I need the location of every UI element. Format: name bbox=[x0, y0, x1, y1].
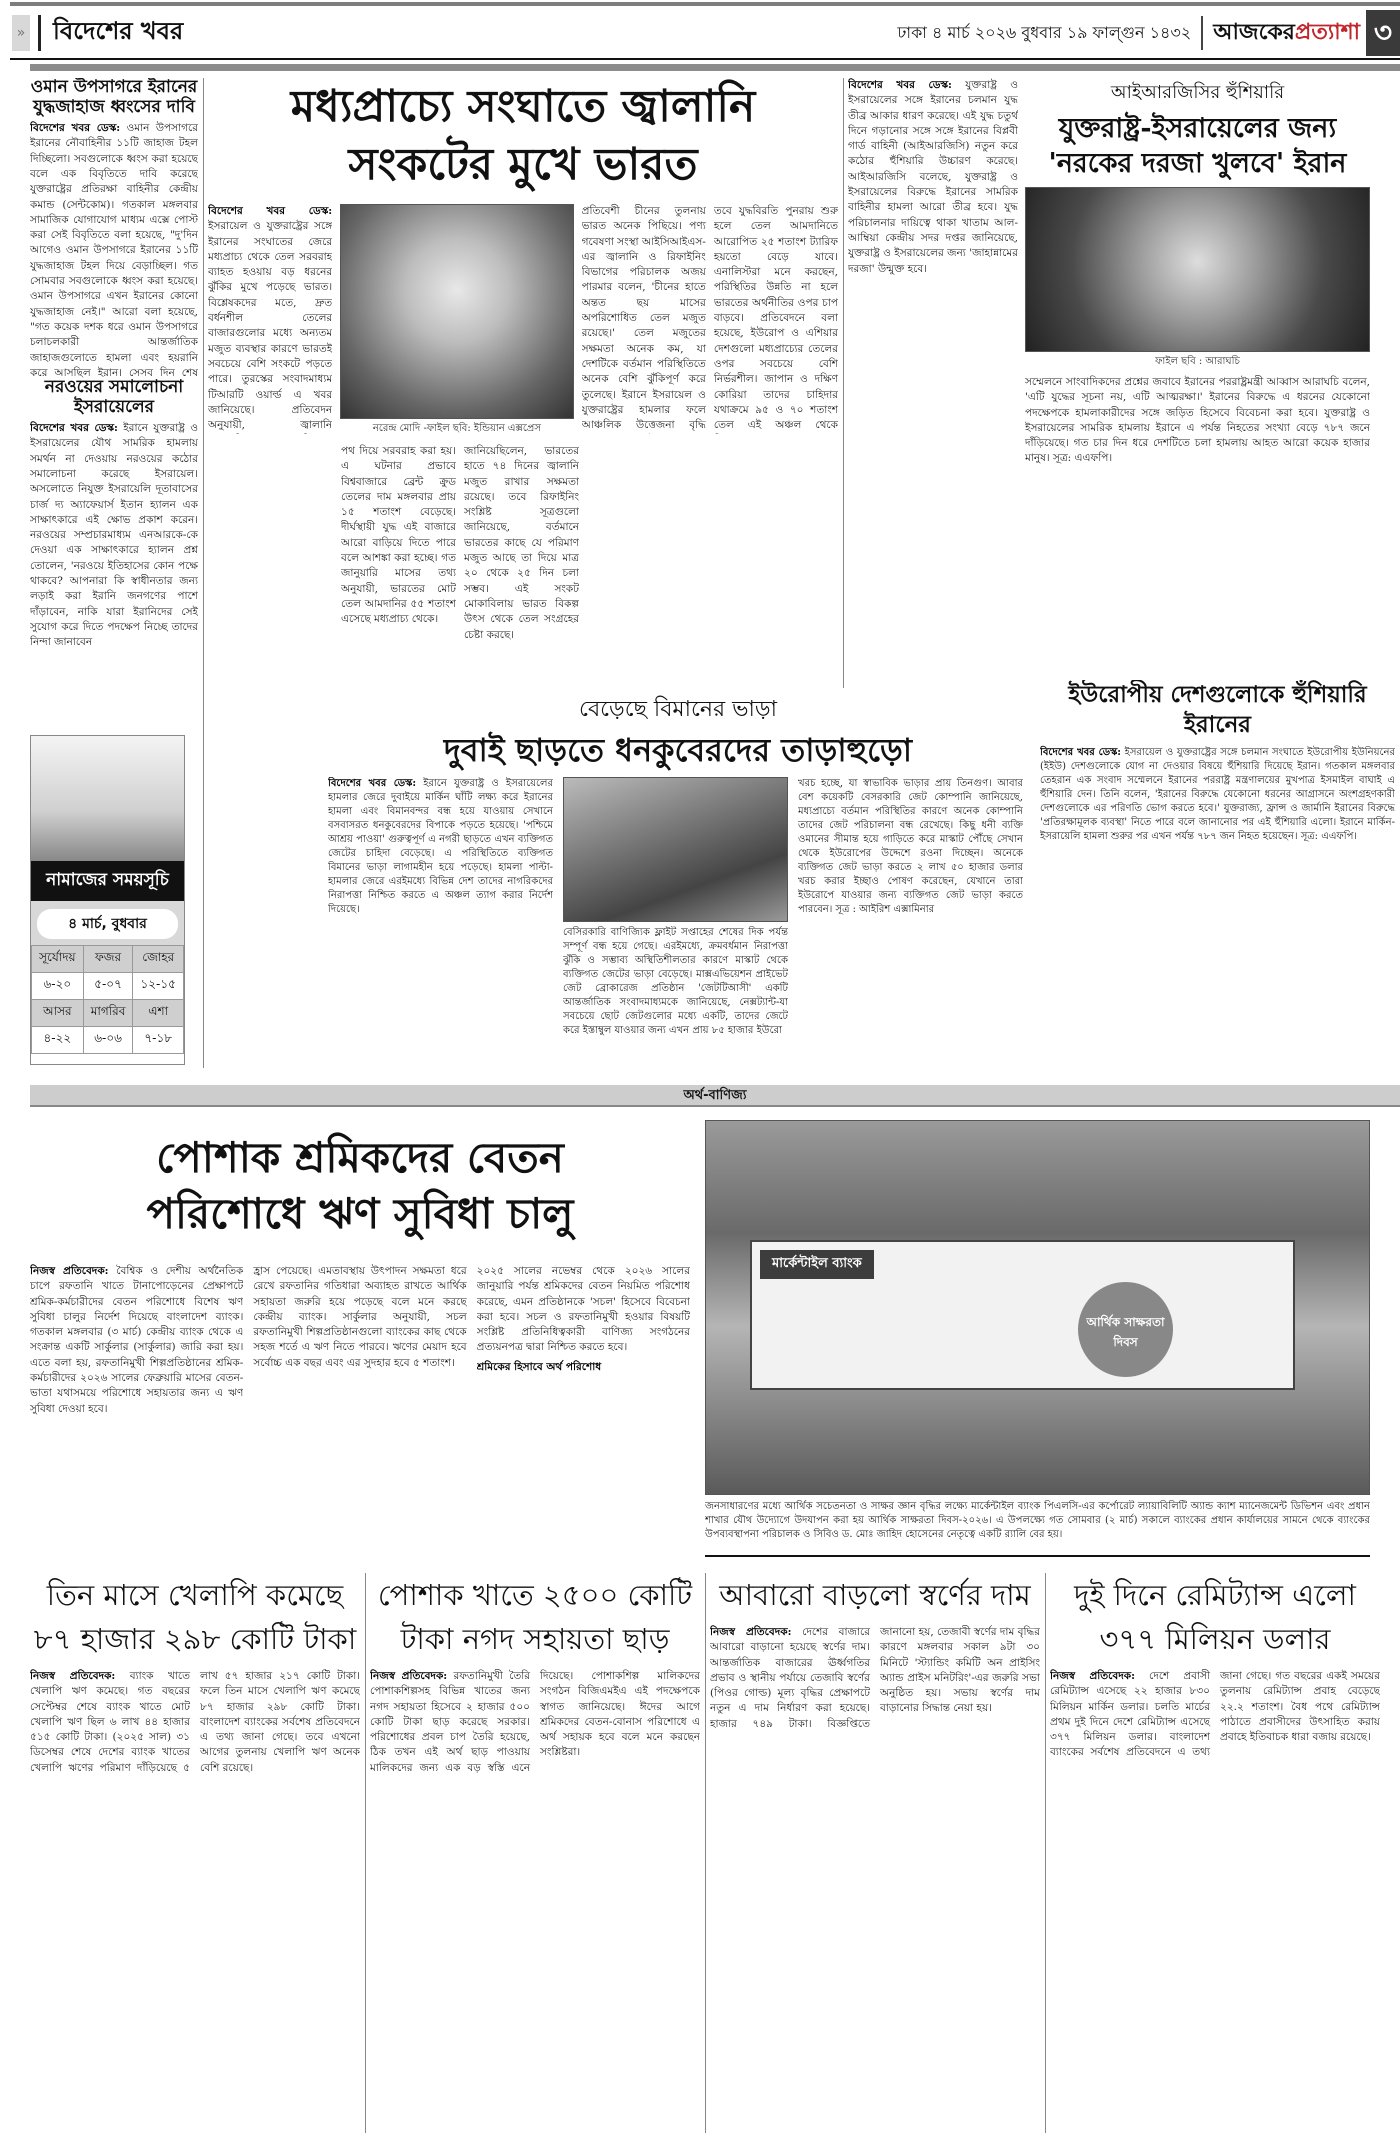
headline: যুক্তরাষ্ট্র-ইসরায়েলের জন্য 'নরকের দরজা খুলবে' ইরান bbox=[1048, 113, 1347, 179]
body-text: দেশের বাজারে আবারো বাড়ানো হয়েছে স্বর্ণের দাম। আন্তর্জাতিক বাজারের ঊর্ধ্বগতির প্রভাব ও স্থানীয় পর্যায়ে তেজাবি স্বর্ণের (পিওর গোল্ড) মূল্য বৃদ্ধির প্রেক্ষাপটে নতুন এ দাম নির্ধারণ করা হয়েছে। হাজার ৭৪৯ টাকা। বিজ্ঞপ্তিতে জানানো হয়, তেজাবী স্বর্ণের দাম বৃদ্ধির কারণে মঙ্গলবার সকাল ৯টা ৩০ মিনিটে 'স্ট্যান্ডিং কমিটি অন প্রাইসিং অ্যান্ড প্রাইস মনিটরিং'-এর জরুরি সভা অনুষ্ঠিত হয়। সভায় স্বর্ণের দাম বাড়ানোর সিদ্ধান্ত নেয়া হয়। bbox=[710, 1626, 1040, 1730]
body-text: যুক্তরাষ্ট্র ও ইসরায়েলের সঙ্গে ইরানের চলমান যুদ্ধ তীব্র আকার ধারণ করেছে। এই যুদ্ধ চতুর্থ দিনে গড়ানোর সঙ্গে সঙ্গে ইরানের বিপ্লবী গার্ড বাহিনী (আইআরজিসি) নতুন করে কঠোর হুঁশিয়ারি উচ্চারণ করেছে। আইআরজিসি বলেছে, যুক্তরাষ্ট্র ও ইসরায়েলের বিরুদ্ধে ইরানের সামরিক বাহিনীর হামলা আরো তীব্র হবে। যুদ্ধ পরিচালনার দায়িত্বে থাকা খাতাম আল-আম্বিয়া কেন্দ্রীয় সদর দপ্তর জানিয়েছে, যুক্তরাষ্ট্র ও ইসরায়েলের জন্য 'জাহান্নামের দরজা' উন্মুক্ত হবে। bbox=[848, 79, 1018, 275]
headline: আবারো বাড়লো স্বর্ণের দাম bbox=[719, 1578, 1031, 1612]
prayer-time: ৫-০৭ bbox=[83, 973, 133, 1000]
body-text: বৈশ্বিক ও দেশীয় অর্থনৈতিক চাপে রফতানি খাতে টানাপোড়েনের প্রেক্ষাপটে শ্রমিক-কর্মচারীদের বেতন পরিশোধে বিশেষ ঋণ সুবিধা চালুর নির্দেশ দিয়েছে বাংলাদেশ ব্যাংক। গতকাল মঙ্গলবার (৩ মার্চ) কেন্দ্রীয় ব্যাংক থেকে এ সংক্রান্ত একটি সার্কুলার (সার্কুলার) জারি করা হয়। এতে বলা হয়, রফতানিমুখী শিল্পপ্রতিষ্ঠানের শ্রমিক-কর্মচারীদের ২০২৬ সালের ফেব্রুয়ারি মাসের বেতন-ভাতা যথাসময়ে পরিশোধে সহায়তার জন্য এ ঋণ সুবিধা দেওয়া হবে। bbox=[30, 1265, 244, 1415]
photo-caption: জনসাধারণের মধ্যে আর্থিক সচেতনতা ও সাক্ষর জ্ঞান বৃদ্ধির লক্ষ্যে মার্কেন্টাইল ব্যাংক পিএলসি-এর কর্পোরেট ল্যায়াবিলিটি অ্যান্ড ক্যাশ ম্যানেজমেন্ট ডিভিশন এবং প্রধান শাখার যৌথ উদ্যোগে উদযাপন করা হয় আর্থিক সাক্ষরতা দিবস-২০২৬। এ উপলক্ষ্যে গত সোমবার (২ মার্চ) সকালে ব্যাংকের প্রধান কার্যালয়ের সামনে থেকে ব্যাংকের উপব্যবস্থাপনা পরিচালক ও সিবিও ড. মোঃ জাহিদ হোসেনের নেতৃত্বে একটি র‍্যালি বের হয়। bbox=[705, 1501, 1370, 1540]
story-body bbox=[30, 1669, 360, 1776]
prayer-label: জোহর bbox=[133, 946, 184, 973]
prayer-label: এশা bbox=[133, 1000, 184, 1027]
story-body: জানিয়েছিলেন, ভারতের হাতে ৭৪ দিনের জ্বালানি মজুত রাখার সক্ষমতা রয়েছে। তবে রিফাইনিং সংশ্লিষ্ট সূত্রগুলো জানিয়েছে, বর্তমানে ভারতের কাছে যে পরিমাণ মজুত আছে তা দিয়ে মাত্র ২০ থেকে ২৫ দিন চলা সম্ভব। এই সংকট মোকাবিলায় ভারত বিকল্প উৎস থেকে তেল সংগ্রহের চেষ্টা করছে। bbox=[464, 445, 579, 641]
story-body bbox=[848, 78, 1018, 277]
kicker: আইআরজিসির হুঁশিয়ারি bbox=[1110, 82, 1285, 103]
story-body bbox=[370, 1669, 700, 1776]
dateline: বিদেশের খবর ডেস্ক: bbox=[848, 79, 952, 91]
story-column bbox=[477, 1264, 690, 1544]
dateline: বিদেশের খবর ডেস্ক: bbox=[1040, 747, 1121, 758]
prayer-time: ৬-০৬ bbox=[83, 1027, 133, 1054]
headline: নরওয়ের সমালোচনা ইসরায়েলের bbox=[44, 378, 184, 417]
body-text: ওমান উপসাগরে ইরানের নৌবাহিনীর ১১টি জাহাজ টহল দিচ্ছিলো। সবগুলোকে ধ্বংস করা হয়েছে বলে এক বিবৃতিতে দাবি করেছে যুক্তরাষ্ট্রের প্রতিরক্ষা বাহিনীর কেন্দ্রীয় কমান্ড (সেন্টকোম)। গতকাল মঙ্গলবার সামাজিক যোগাযোগ মাধ্যম এক্সে পোস্ট করা সেই বিবৃতিতে বলা হয়েছে, "দু'দিন আগেও ওমান উপসাগরে ইরানের ১১টি যুদ্ধজাহাজ টহল দিয়ে বেড়াচ্ছিল। গত সোমবার সবগুলোকে ধ্বংস করা হয়েছে। ওমান উপসাগরে এখন ইরানের কোনো যুদ্ধজাহাজ নেই।" আরো বলা হয়েছে, "গত কয়েক দশক ধরে ওমান উপসাগরে চলাচলকারী আন্তর্জাতিক জাহাজগুলোতে হামলা এবং হয়রানি করে আসছিল ইরান। সেসব দিন শেষ bbox=[30, 122, 198, 378]
prayer-title: নামাজের সময়সূচি bbox=[31, 861, 184, 901]
headline: ইউরোপীয় দেশগুলোকে হুঁশিয়ারি ইরানের bbox=[1068, 681, 1367, 738]
body-text: রফতানিমুখী তৈরি পোশাকশিল্পসহ বিভিন্ন খাতের জন্য নগদ সহায়তা হিসেবে ২ হাজার ৫০০ কোটি টাকা ছাড় করেছে সরকার। পরিশোধের প্রবল চাপ তৈরি হয়েছে, ঠিক তখন এই অর্থ ছাড় পাওয়ায় মালিকদের জন্য এক বড় স্বস্তি এনে দিয়েছে। পোশাকশিল্প মালিকদের সংগঠন বিজিএমইএ এই পদক্ষেপকে স্বাগত জানিয়েছে। ঈদের আগে শ্রমিকদের বেতন-বোনাস পরিশোধে এ অর্থ সহায়ক হবে বলে মনে করছেন সংশ্লিষ্টরা। bbox=[370, 1670, 700, 1774]
prayer-date: ৪ মার্চ, বুধবার bbox=[37, 909, 178, 939]
headline-line: পোশাক শ্রমিকদের বেতন bbox=[156, 1133, 564, 1182]
headline-line: সংকটের মুখে ভারত bbox=[348, 139, 698, 190]
headline: পোশাক খাতে ২৫০০ কোটি টাকা নগদ সহায়তা ছাড় bbox=[377, 1578, 693, 1656]
body-text: ইসরায়েল ও যুক্তরাষ্ট্রের সঙ্গে ইরানের সংঘাতের জেরে মধ্যপ্রাচ্য থেকে তেল সরবরাহ ব্যাহত হওয়ায় বড় ধরনের ঝুঁকির মুখে পড়েছে ভারত। বিশ্লেষকদের মতে, দ্রুত বর্ধনশীল তেলের বাজারগুলোর মধ্যে অন্যতম মজুত ব্যবস্থার কারণে ভারতই সবচেয়ে বেশি সংকটে পড়তে পারে। তুরস্কের সংবাদমাধ্যম টিআরটি ওয়ার্ল্ড এ খবর জানিয়েছে। প্রতিবেদন অনুযায়ী, জ্বালানি bbox=[208, 220, 333, 432]
story-body: প্রতিবেশী চীনের তুলনায় ভারত অনেক পিছিয়ে। পণ্য গবেষণা সংস্থা আইসিআইএস-এর জ্বালানি ও রিফাইনিং বিভাগের পরিচালক অজয় পারমার বলেন, 'চীনের হাতে অন্তত ছয় মাসের অপরিশোধিত তেল মজুত রয়েছে।' তেল মজুতের সক্ষমতা অনেক কম, যা দেশটিকে বর্তমান পরিস্থিতিতে অনেক বেশি ঝুঁকিপূর্ণ করে তুলেছে। ইরানে ইসরায়েল ও যুক্তরাষ্ট্রের হামলার ফলে আঞ্চলিক উত্তেজনা বৃদ্ধি bbox=[581, 205, 706, 432]
prayer-time: ১২-১৫ bbox=[133, 973, 184, 1000]
garment-loan-story bbox=[30, 1120, 690, 1560]
prayer-time: ৭-১৮ bbox=[133, 1027, 184, 1054]
bottom-story-default-loans bbox=[30, 1573, 360, 2141]
gray-rule bbox=[30, 64, 1400, 71]
photo-caption: নরেন্দ্র মোদি -ফাইল ছবি: ইন্ডিয়ান এক্সপ্রেস bbox=[372, 423, 541, 434]
body-text: ব্যাংক খাতে খেলাপি ঋণ কমেছে। গত বছরের সেপ্টেম্বর শেষে ব্যাংক খাতে মোট খেলাপি ঋণ ছিল ৬ লাখ ৪৪ হাজার ৫১৫ কোটি টাকা। (২০২৫ সাল) ৩১ ডিসেম্বর শেষে দেশের ব্যাংক খাতের খেলাপি ঋণের পরিমাণ দাঁড়িয়েছে ৫ লাখ ৫৭ হাজার ২১৭ কোটি টাকা। ফলে তিন মাসে খেলাপি ঋণ কমেছে ৮৭ হাজার ২৯৮ কোটি টাকা। বাংলাদেশ ব্যাংকের সর্বশেষ প্রতিবেদনে এ তথ্য জানা গেছে। তবে এখনো আগের তুলনায় খেলাপি ঋণ অনেক বেশি রয়েছে। bbox=[30, 1670, 360, 1774]
story-body bbox=[1040, 746, 1395, 844]
arrow-icon: » bbox=[12, 15, 30, 51]
page-number: ৩ bbox=[1366, 10, 1400, 56]
story-body bbox=[710, 1625, 1040, 1732]
headline-line: মধ্যপ্রাচ্যে সংঘাতে জ্বালানি bbox=[290, 81, 756, 132]
bottom-story-gold bbox=[710, 1573, 1040, 2141]
masthead bbox=[10, 10, 1400, 56]
prayer-label: ফজর bbox=[83, 946, 133, 973]
story-body: বেসিরকারি বাণিজ্যিক ফ্লাইট সপ্তাহের শেষের দিক পর্যন্ত সম্পূর্ণ বন্ধ হয়ে গেছে। এরইমধ্যে, ক্রমবর্ধমান নিরাপত্তা ঝুঁকি ও সম্ভাব্য অস্থিতিশীলতার কারণে মাস্কাট থেকে ব্যক্তিগত জেটের ভাড়া বেড়েছে। মাক্সএভিয়েশন প্রাইভেট জেট ব্রোকারেজ প্রতিষ্ঠান 'জেটটিআসী' একটি আন্তর্জাতিক সংবাদমাধ্যমকে জানিয়েছে, নেক্সট্যান্ট-যা সবচেয়ে ছোট জেটগুলোর মধ্যে একটি, তাদের জেটে করে ইস্তাম্বুল যাওয়ার জন্য এখন প্রায় ৮৫ হাজার ইউরো bbox=[563, 927, 788, 1036]
photo-block bbox=[340, 204, 573, 438]
prayer-time: ৪-২২ bbox=[32, 1027, 84, 1054]
headline-line: পরিশোধে ঋণ সুবিধা চালু bbox=[146, 1189, 574, 1238]
column-divider bbox=[365, 1573, 366, 2133]
logo-text: আজকের bbox=[1213, 18, 1295, 45]
headline bbox=[30, 1130, 690, 1242]
story-body: সম্মেলনে সাংবাদিকদের প্রশ্নের জবাবে ইরানের পররাষ্ট্রমন্ত্রী আব্বাস আরাঘচি বলেন, 'এটি যুদ্ধের সূচনা নয়, এটি আত্মরক্ষা।' ইরানের বিরুদ্ধে এ ধরনের যেকোনো পদক্ষেপকে হামলাকারীদের সঙ্গে জড়িত হিসেবে বিবেচনা করা হবে। যুক্তরাষ্ট্র ও ইসরায়েলের সামরিক হামলায় ইরানে এ পর্যন্ত নিহতের সংখ্যা বেড়ে ৭৮৭ জনে দাঁড়িয়েছে। গত চার দিন ধরে দেশটিতে চলা হামলায় আহত আরো কয়েক হাজার মানুষ। সূত্র: এএফপি। bbox=[1025, 376, 1370, 465]
story-body bbox=[1050, 1669, 1380, 1761]
story-body bbox=[30, 421, 198, 650]
dateline: বিদেশের খবর ডেস্ক: bbox=[208, 205, 333, 217]
mosque-image bbox=[31, 736, 184, 861]
body-text: ইসরায়েল ও যুক্তরাষ্ট্রের সঙ্গে চলমান সংঘাতে ইউরোপীয় ইউনিয়নের (ইইউ) দেশগুলোকে যোগ না দেওয়ার বিষয়ে হুঁশিয়ারি দিয়েছে ইরান। গতকাল মঙ্গলবার তেহরান এক সংবাদ সম্মেলনে ইরানের পররাষ্ট্র মন্ত্রণালয়ের মুখপাত্র ইসমাইল বাঘাই এ হুঁশিয়ারি দেন। তিনি বলেন, 'ইরানের বিরুদ্ধে যেকোনো ধরনের আগ্রাসনে অংশগ্রহণকারী দেশগুলোকে এর পরিণতি ভোগ করতে হবে।' যুক্তরাজ্য, ফ্রান্স ও জার্মানি ইরানের বিরুদ্ধে 'প্রতিরক্ষামূলক ব্যবস্থা' নিতে পারে বলে জানানোর পর এই হুঁশিয়ারি এলো। ইরানে মার্কিন-ইসরায়েলি হামলা শুরুর পর এখন পর্যন্ত ৭৮৭ জন নিহত হয়েছেন। সূত্র: এএফপি। bbox=[1040, 747, 1395, 842]
dubai-body bbox=[208, 777, 1028, 1067]
dateline: নিজস্ব প্রতিবেদক: bbox=[710, 1626, 792, 1638]
dateline: নিজস্ব প্রতিবেদক: bbox=[30, 1265, 109, 1277]
photo-caption: ফাইল ছবি : আরাঘচি bbox=[1155, 356, 1240, 367]
story-body: হ্রাস পেয়েছে। এমতাবস্থায় উৎপাদন সক্ষমতা ধরে রেখে রফতানির গতিধারা অব্যাহত রাখতে আর্থিক সহায়তা জরুরি হয়ে পড়েছে বলে মনে করছে কেন্দ্রীয় ব্যাংক। সার্কুলার অনুযায়ী, সচল রফতানিমুখী শিল্পপ্রতিষ্ঠানগুলো ব্যাংকের কাছ থেকে সহজ শর্তে এ ঋণ নিতে পারবে। ঋণের মেয়াদ হবে সর্বোচ্চ এক বছর এবং এর সুদহার হবে ৫ শতাংশ। bbox=[253, 1265, 467, 1369]
prayer-label: মাগরিব bbox=[83, 1000, 133, 1027]
literacy-day-badge: আর্থিক সাক্ষরতা দিবস bbox=[1078, 1282, 1173, 1377]
bottom-story-garment-aid bbox=[370, 1573, 700, 2141]
airport-photo bbox=[563, 777, 788, 922]
column-divider bbox=[1045, 1573, 1046, 2133]
story-body bbox=[30, 121, 198, 378]
story-body: পথ দিয়ে সরবরাহ করা হয়। এ ঘটনার প্রভাবে বিশ্ববাজারে ব্রেন্ট ক্রুড তেলের দাম মঙ্গলবার প্রায় ১৫ শতাংশ বেড়েছে। দীর্ঘস্থায়ী যুদ্ধ এই বাজারে আরো বাড়িয়ে দিতে পারে বলে আশঙ্কা করা হচ্ছে। গত জানুয়ারি মাসের তথ্য অনুযায়ী, ভারতের মোট তেল আমদানির ৫৫ শতাংশ এসেছে মধ্যপ্রাচ্য থেকে। bbox=[341, 445, 456, 626]
headline: দুবাই ছাড়তে ধনকুবেরদের তাড়াহুড়ো bbox=[443, 731, 913, 769]
lead-body-bottom bbox=[208, 444, 838, 669]
prayer-times-box bbox=[30, 735, 185, 1065]
prayer-label: আসর bbox=[32, 1000, 84, 1027]
photo-block bbox=[563, 777, 788, 1067]
date-line: ঢাকা ৪ মার্চ ২০২৬ বুধবার ১৯ ফাল্গুন ১৪৩২ bbox=[897, 22, 1192, 42]
lead-story bbox=[208, 78, 838, 688]
story-body: ২০২৫ সালের নভেম্বর থেকে ২০২৬ সালের জানুয়ারি পর্যন্ত শ্রমিকদের বেতন নিয়মিত পরিশোধ করেছে, এমন প্রতিষ্ঠানকে 'সচল' হিসেবে বিবেচনা করা হবে। সচল ও রফতানিমুখী হওয়ার বিষয়টি সংশ্লিষ্ট প্রতিনিধিত্বকারী বাণিজ্য সংগঠনের প্রত্যয়নপত্র দ্বারা নিশ্চিত করতে হবে। bbox=[476, 1265, 690, 1354]
headline: দুই দিনে রেমিট্যান্স এলো ৩৭৭ মিলিয়ন ডলার bbox=[1074, 1578, 1356, 1656]
story-body: তবে যুদ্ধবিরতি পুনরায় শুরু হলে তেল আমদানিতে আরোপিত ২৫ শতাংশ ট্যারিফ হয়তো বেড়ে যাবে। এনালিস্টরা মনে করছেন, পরিস্থিতির উন্নতি না হলে ভারতের অর্থনীতির ওপর চাপ বাড়বে। প্রতিবেদনে বলা হয়েছে, ইউরোপ ও এশিয়ার দেশগুলো মধ্যপ্রাচ্যের তেলের ওপর সবচেয়ে বেশি নির্ভরশীল। জাপান ও দক্ষিণ কোরিয়া তাদের চাহিদার যথাক্রমে ৯৫ ও ৭০ শতাংশ তেল এই অঞ্চল থেকে bbox=[713, 205, 838, 432]
prayer-time: ৬-২০ bbox=[32, 973, 84, 1000]
headline: ওমান উপসাগরে ইরানের যুদ্ধজাহাজ ধ্বংসের দাবি bbox=[30, 78, 198, 117]
newspaper-logo bbox=[1213, 15, 1360, 52]
section-title: বিদেশের খবর bbox=[53, 16, 184, 45]
column-divider bbox=[203, 78, 204, 1068]
divider bbox=[1201, 16, 1203, 50]
body-text: ইরানে যুক্তরাষ্ট্র ও ইসরায়েলের হামলার জেরে দুবাইয়ে মার্কিন ঘাঁটি লক্ষ্য করে ইরানের হামলা এবং বিমানবন্দর বন্ধ হয়ে যাওয়ায় সেখানে বসবাসরত ধনকুবেরদের বিপাকে পড়তে হয়েছে। 'পশ্চিমে আশ্রয় পাওয়া' গুরুত্বপূর্ণ এ নগরী ছাড়তে এখন ব্যক্তিগত জেটের চাহিদা বেড়েছে। এ পরিস্থিতিতে ব্যক্তিগত বিমানের ভাড়া লাগামহীন হয়ে পড়েছে। হামলা পাল্টা-হামলার জেরে এরইমধ্যে বিভিন্ন দেশ তাদের নাগরিকদের নিরাপত্তা নিশ্চিত করতে এ অঞ্চল ত্যাগ করার নির্দেশ দিয়েছে। bbox=[328, 778, 553, 915]
irgc-story bbox=[1025, 78, 1370, 638]
lead-body-top bbox=[208, 204, 838, 438]
dubai-story bbox=[208, 692, 1028, 1077]
subhead bbox=[477, 1360, 690, 1375]
lead-headline bbox=[208, 78, 838, 194]
modi-photo bbox=[340, 204, 573, 419]
column-divider bbox=[843, 78, 844, 688]
story-columns bbox=[30, 1264, 690, 1544]
bank-banner-text: মার্কেন্টাইল ব্যাংক bbox=[760, 1250, 874, 1279]
story-body: খরচ হচ্ছে, যা স্বাভাবিক ভাড়ার প্রায় তিনগুণ। আবার বেশ কয়েকটি বেসরকারি জেট কোম্পানি জানিয়েছে, মধ্যপ্রাচ্যে বর্তমান পরিস্থিতির কারণে অনেক কোম্পানি তাদের জেট পরিচালনা বন্ধ রেখেছে। কিছু ধনী ব্যক্তি ওমানের সীমান্ত হয়ে গাড়িতে করে মাস্কাট পৌঁছে সেখান থেকে ইউরোপের উদ্দেশে রওনা দিচ্ছেন। অনেকে ব্যক্তিগত জেট ভাড়া করতে ২ লাখ ৫০ হাজার ডলার খরচ করার ইচ্ছাও পোষণ করেছেন, যেখানে তারা ইউরোপে যাওয়ার জন্য ব্যক্তিগত জেট ভাড়া করতে পারবেন। সূত্র : আইরিশ এক্সামিনার bbox=[798, 778, 1023, 915]
section-band-business: অর্থ-বাণিজ্য bbox=[30, 1085, 1400, 1107]
dateline: বিদেশের খবর ডেস্ক: bbox=[30, 422, 118, 435]
body-text: ইরানে যুক্তরাষ্ট্র ও ইসরায়েলের যৌথ সামরিক হামলায় সমর্থন না দেওয়ায় নরওয়ের কঠোর সমালোচনা করেছে ইসরায়েল। অসলোতে নিযুক্ত ইসরায়েলি দূতাবাসের চার্জ দ্য অ্যাফেয়ার্স ইতান হ্যালন এক সাক্ষাৎকারে এই ক্ষোভ প্রকাশ করেন। নরওয়ের সম্প্রচারমাধ্যম এনআরকে-কে দেওয়া এক সাক্ষাৎকারে হ্যালন প্রশ্ন তোলেন, 'নরওয়ে ইতিহাসের কোন পক্ষে থাকবে? আপনারা কি স্বাধীনতার জন্য লড়াই করা ইরানি জনগণের পাশে দাঁড়াবেন, নাকি যারা ইরানিদের সেই সুযোগ করে দিতে পদক্ষেপ নিচ্ছে তাদের নিন্দা জানাবেন bbox=[30, 422, 198, 649]
bank-rally-photo bbox=[705, 1120, 1370, 1495]
logo-accent-text: প্রত্যাশা bbox=[1294, 18, 1360, 45]
headline: তিন মাসে খেলাপি কমেছে ৮৭ হাজার ২৯৮ কোটি টাকা bbox=[33, 1578, 357, 1656]
europe-story bbox=[1040, 680, 1395, 1075]
divider bbox=[705, 1555, 1370, 1557]
body-text: দেশে প্রবাসী রেমিট্যান্স এসেছে ২২ হাজার ৮৩০ মিলিয়ন মার্কিন ডলার। চলতি মার্চের প্রথম দুই দিনে দেশে রেমিট্যান্স এসেছে ৩৭৭ মিলিয়ন ডলার। বাংলাদেশ ব্যাংকের সর্বশেষ প্রতিবেদনে এ তথ্য জানা গেছে। গত বছরের একই সময়ের তুলনায় রেমিট্যান্স প্রবাহ বেড়েছে ২২.২ শতাংশ। বৈধ পথে রেমিট্যান্স পাঠাতে প্রবাসীদের উৎসাহিত করায় প্রবাহে ইতিবাচক ধারা বজায় রয়েছে। bbox=[1050, 1670, 1380, 1759]
prayer-table bbox=[31, 945, 184, 1054]
story-body bbox=[30, 1264, 243, 1544]
prayer-label: সূর্যোদয় bbox=[32, 946, 84, 973]
top-rule bbox=[10, 2, 1400, 6]
dateline: বিদেশের খবর ডেস্ক: bbox=[328, 778, 417, 789]
dateline: বিদেশের খবর ডেস্ক: bbox=[30, 122, 121, 135]
prayer-schedule bbox=[31, 901, 184, 1054]
rally-banner bbox=[750, 1240, 1295, 1390]
kicker: বেড়েছে বিমানের ভাড়া bbox=[579, 697, 777, 722]
column-divider bbox=[705, 1573, 706, 2133]
story-body bbox=[328, 777, 553, 1067]
dateline: নিজস্ব প্রতিবেদক: bbox=[30, 1670, 116, 1682]
dateline: নিজস্ব প্রতিবেদক: bbox=[370, 1670, 448, 1682]
subhead-text: শ্রমিকের হিসাবে অর্থ পরিশোধ bbox=[476, 1360, 602, 1373]
story-body bbox=[208, 204, 332, 434]
araghchi-photo bbox=[1025, 187, 1370, 352]
header-rule bbox=[10, 58, 1400, 60]
dateline: নিজস্ব প্রতিবেদক: bbox=[1050, 1670, 1135, 1682]
bottom-story-remittance bbox=[1050, 1573, 1380, 2141]
divider bbox=[38, 15, 41, 51]
story-norway bbox=[30, 378, 198, 663]
story-oman bbox=[30, 78, 198, 378]
irgc-story-left-col bbox=[848, 78, 1018, 638]
